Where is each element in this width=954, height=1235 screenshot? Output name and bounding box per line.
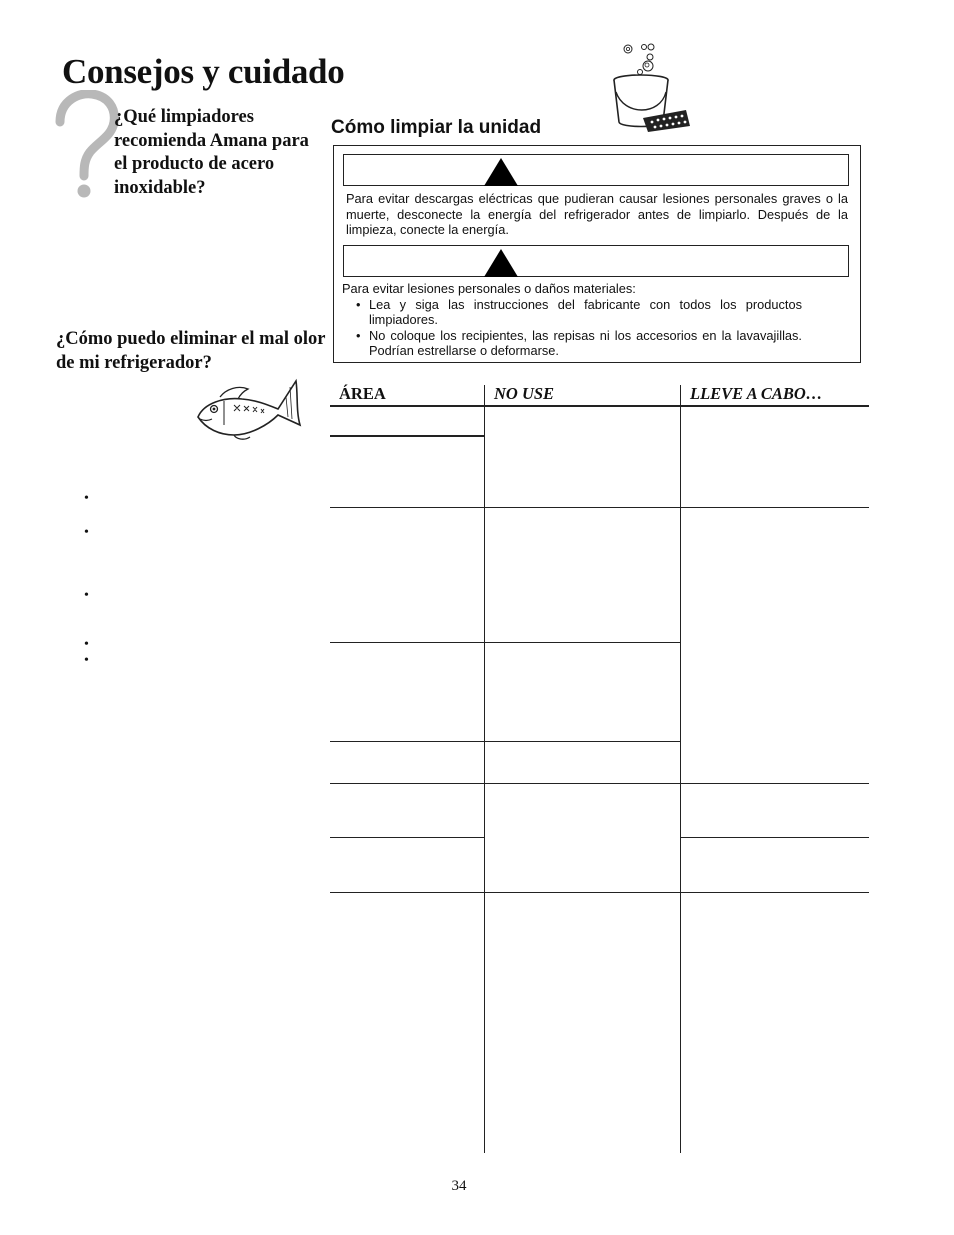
table-row-rule bbox=[330, 892, 869, 893]
table-row-rule bbox=[330, 642, 680, 643]
table-col-divider bbox=[680, 385, 681, 407]
warning-triangle-icon bbox=[483, 248, 519, 278]
list-bullet: • bbox=[84, 525, 89, 540]
table-col-divider bbox=[484, 407, 485, 1153]
faq-question-stainless: ¿Qué limpiadores recomienda Amana para el producto de acero inoxidable? bbox=[114, 107, 309, 198]
table-header-do: LLEVE A CABO… bbox=[690, 384, 823, 403]
caution-item: • No coloque los recipientes, las repisas ni los accesorios en la lavavajillas. Podrían estrellarse o deformarse. bbox=[342, 328, 802, 359]
warning-bar bbox=[343, 154, 849, 186]
warning-triangle-icon bbox=[483, 157, 519, 187]
caution-item: • Lea y siga las instrucciones del fabricante con todos los productos limpiadores. bbox=[342, 297, 802, 328]
warning-electric-text: Para evitar descargas eléctricas que pudieran causar lesiones personales graves o la muerte, desconecte la energía del refrigerador antes de limpiarlo. Después de la limpieza, conecte la energía. bbox=[346, 191, 848, 238]
section-heading: Cómo limpiar la unidad bbox=[331, 117, 542, 138]
cleaning-bucket-icon bbox=[610, 40, 692, 135]
table-row-rule bbox=[330, 435, 484, 437]
list-bullet: • bbox=[84, 491, 89, 506]
question-mark-icon bbox=[50, 90, 120, 200]
table-header-area: ÁREA bbox=[339, 384, 386, 403]
list-bullet: • bbox=[84, 588, 89, 603]
caution-bar bbox=[343, 245, 849, 277]
table-row-rule bbox=[330, 783, 869, 784]
page-number: 34 bbox=[451, 1178, 467, 1194]
table-col-divider bbox=[680, 407, 681, 1153]
caution-intro: Para evitar lesiones personales o daños materiales: bbox=[342, 281, 636, 296]
caution-text bbox=[342, 281, 802, 359]
table-row-rule bbox=[330, 741, 680, 742]
table-header-do-not-use: NO USE bbox=[494, 384, 555, 403]
table-row-rule bbox=[330, 507, 869, 508]
table-header-rule bbox=[330, 405, 869, 407]
list-bullet: • bbox=[84, 653, 89, 668]
page-title: Consejos y cuidado bbox=[62, 52, 345, 91]
table-col-divider bbox=[484, 385, 485, 407]
caution-list bbox=[342, 297, 802, 359]
table-row-rule bbox=[330, 837, 484, 838]
faq-question-odor: ¿Cómo puedo eliminar el mal olor de mi refrigerador? bbox=[56, 329, 326, 373]
table-row-rule bbox=[680, 837, 869, 838]
list-bullet: • bbox=[84, 637, 89, 652]
fish-icon bbox=[194, 375, 304, 441]
warning-box bbox=[333, 145, 861, 363]
